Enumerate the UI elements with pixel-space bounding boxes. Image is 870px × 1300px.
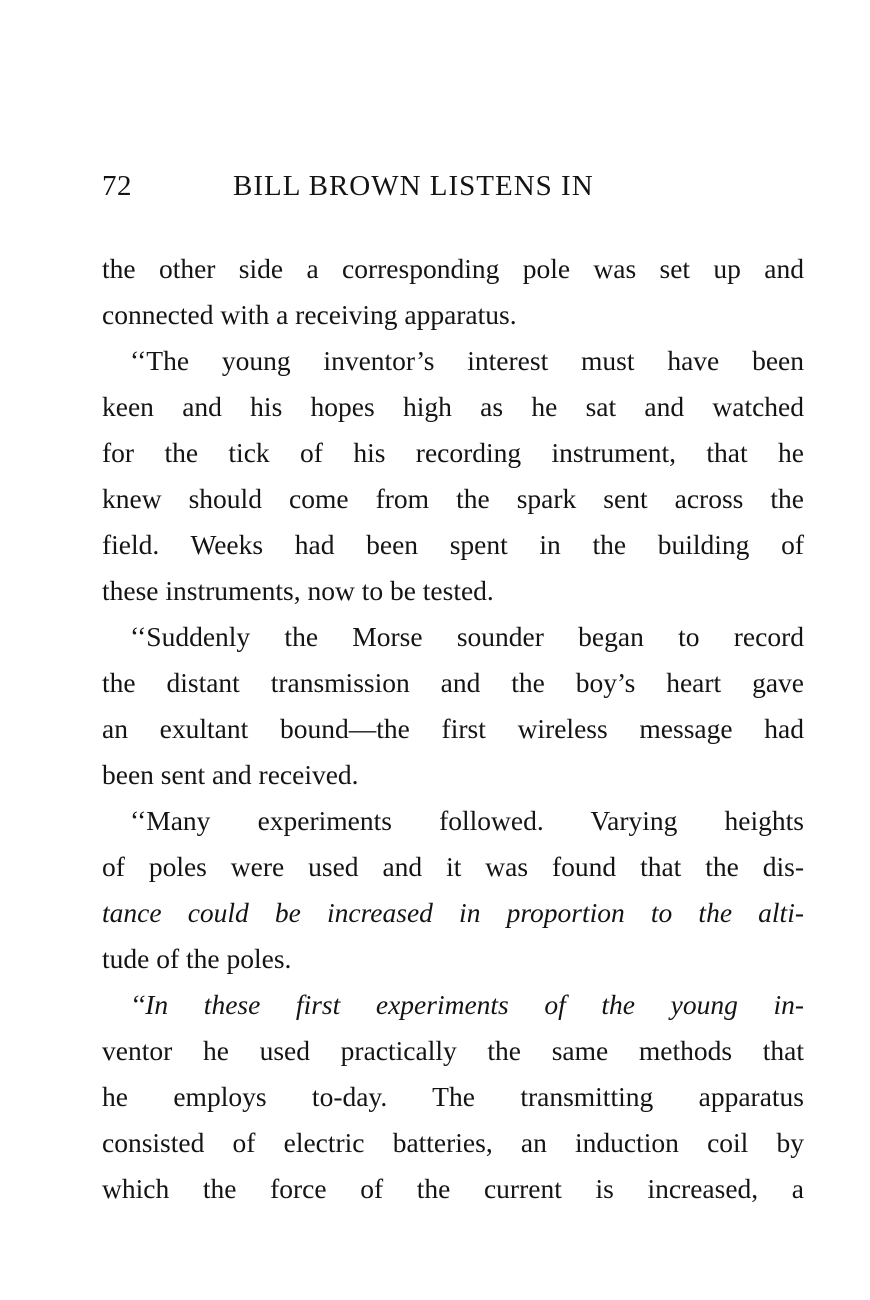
text-line: field. Weeks had been spent in the building of bbox=[102, 529, 804, 560]
text-line: ventor he used practically the same methods that bbox=[102, 1035, 804, 1066]
text-line: an exultant bound—the first wireless message had bbox=[102, 713, 804, 744]
body-text bbox=[102, 246, 804, 1212]
text-line: tance could be increased in proportion to the alti- bbox=[102, 897, 804, 928]
running-head bbox=[102, 166, 804, 206]
text-line: ‘‘Suddenly the Morse sounder began to record bbox=[130, 621, 804, 652]
text-line: consisted of electric batteries, an induction coil by bbox=[102, 1127, 804, 1158]
text-line: ‘‘The young inventor’s interest must have been bbox=[130, 345, 804, 376]
text-line: which the force of the current is increased, a bbox=[102, 1173, 804, 1204]
book-page bbox=[102, 166, 804, 1212]
text-line: of poles were used and it was found that the dis- bbox=[102, 851, 804, 882]
running-title: BILL BROWN LISTENS IN bbox=[233, 170, 594, 202]
text-line: connected with a receiving apparatus. bbox=[102, 299, 517, 330]
text-line: he employs to-day. The transmitting apparatus bbox=[102, 1081, 804, 1112]
page-number: 72 bbox=[102, 170, 132, 202]
text-line: for the tick of his recording instrument, that he bbox=[102, 437, 804, 468]
text-line: ‘‘In these first experiments of the young in- bbox=[130, 989, 804, 1020]
text-line: tude of the poles. bbox=[102, 943, 292, 974]
text-line: these instruments, now to be tested. bbox=[102, 575, 494, 606]
text-line: the other side a corresponding pole was set up and bbox=[102, 253, 804, 284]
text-line: knew should come from the spark sent across the bbox=[102, 483, 804, 514]
text-line: been sent and received. bbox=[102, 759, 359, 790]
text-line: ‘‘Many experiments followed. Varying heights bbox=[130, 805, 804, 836]
text-line: keen and his hopes high as he sat and watched bbox=[102, 391, 804, 422]
text-line: the distant transmission and the boy’s heart gave bbox=[102, 667, 804, 698]
